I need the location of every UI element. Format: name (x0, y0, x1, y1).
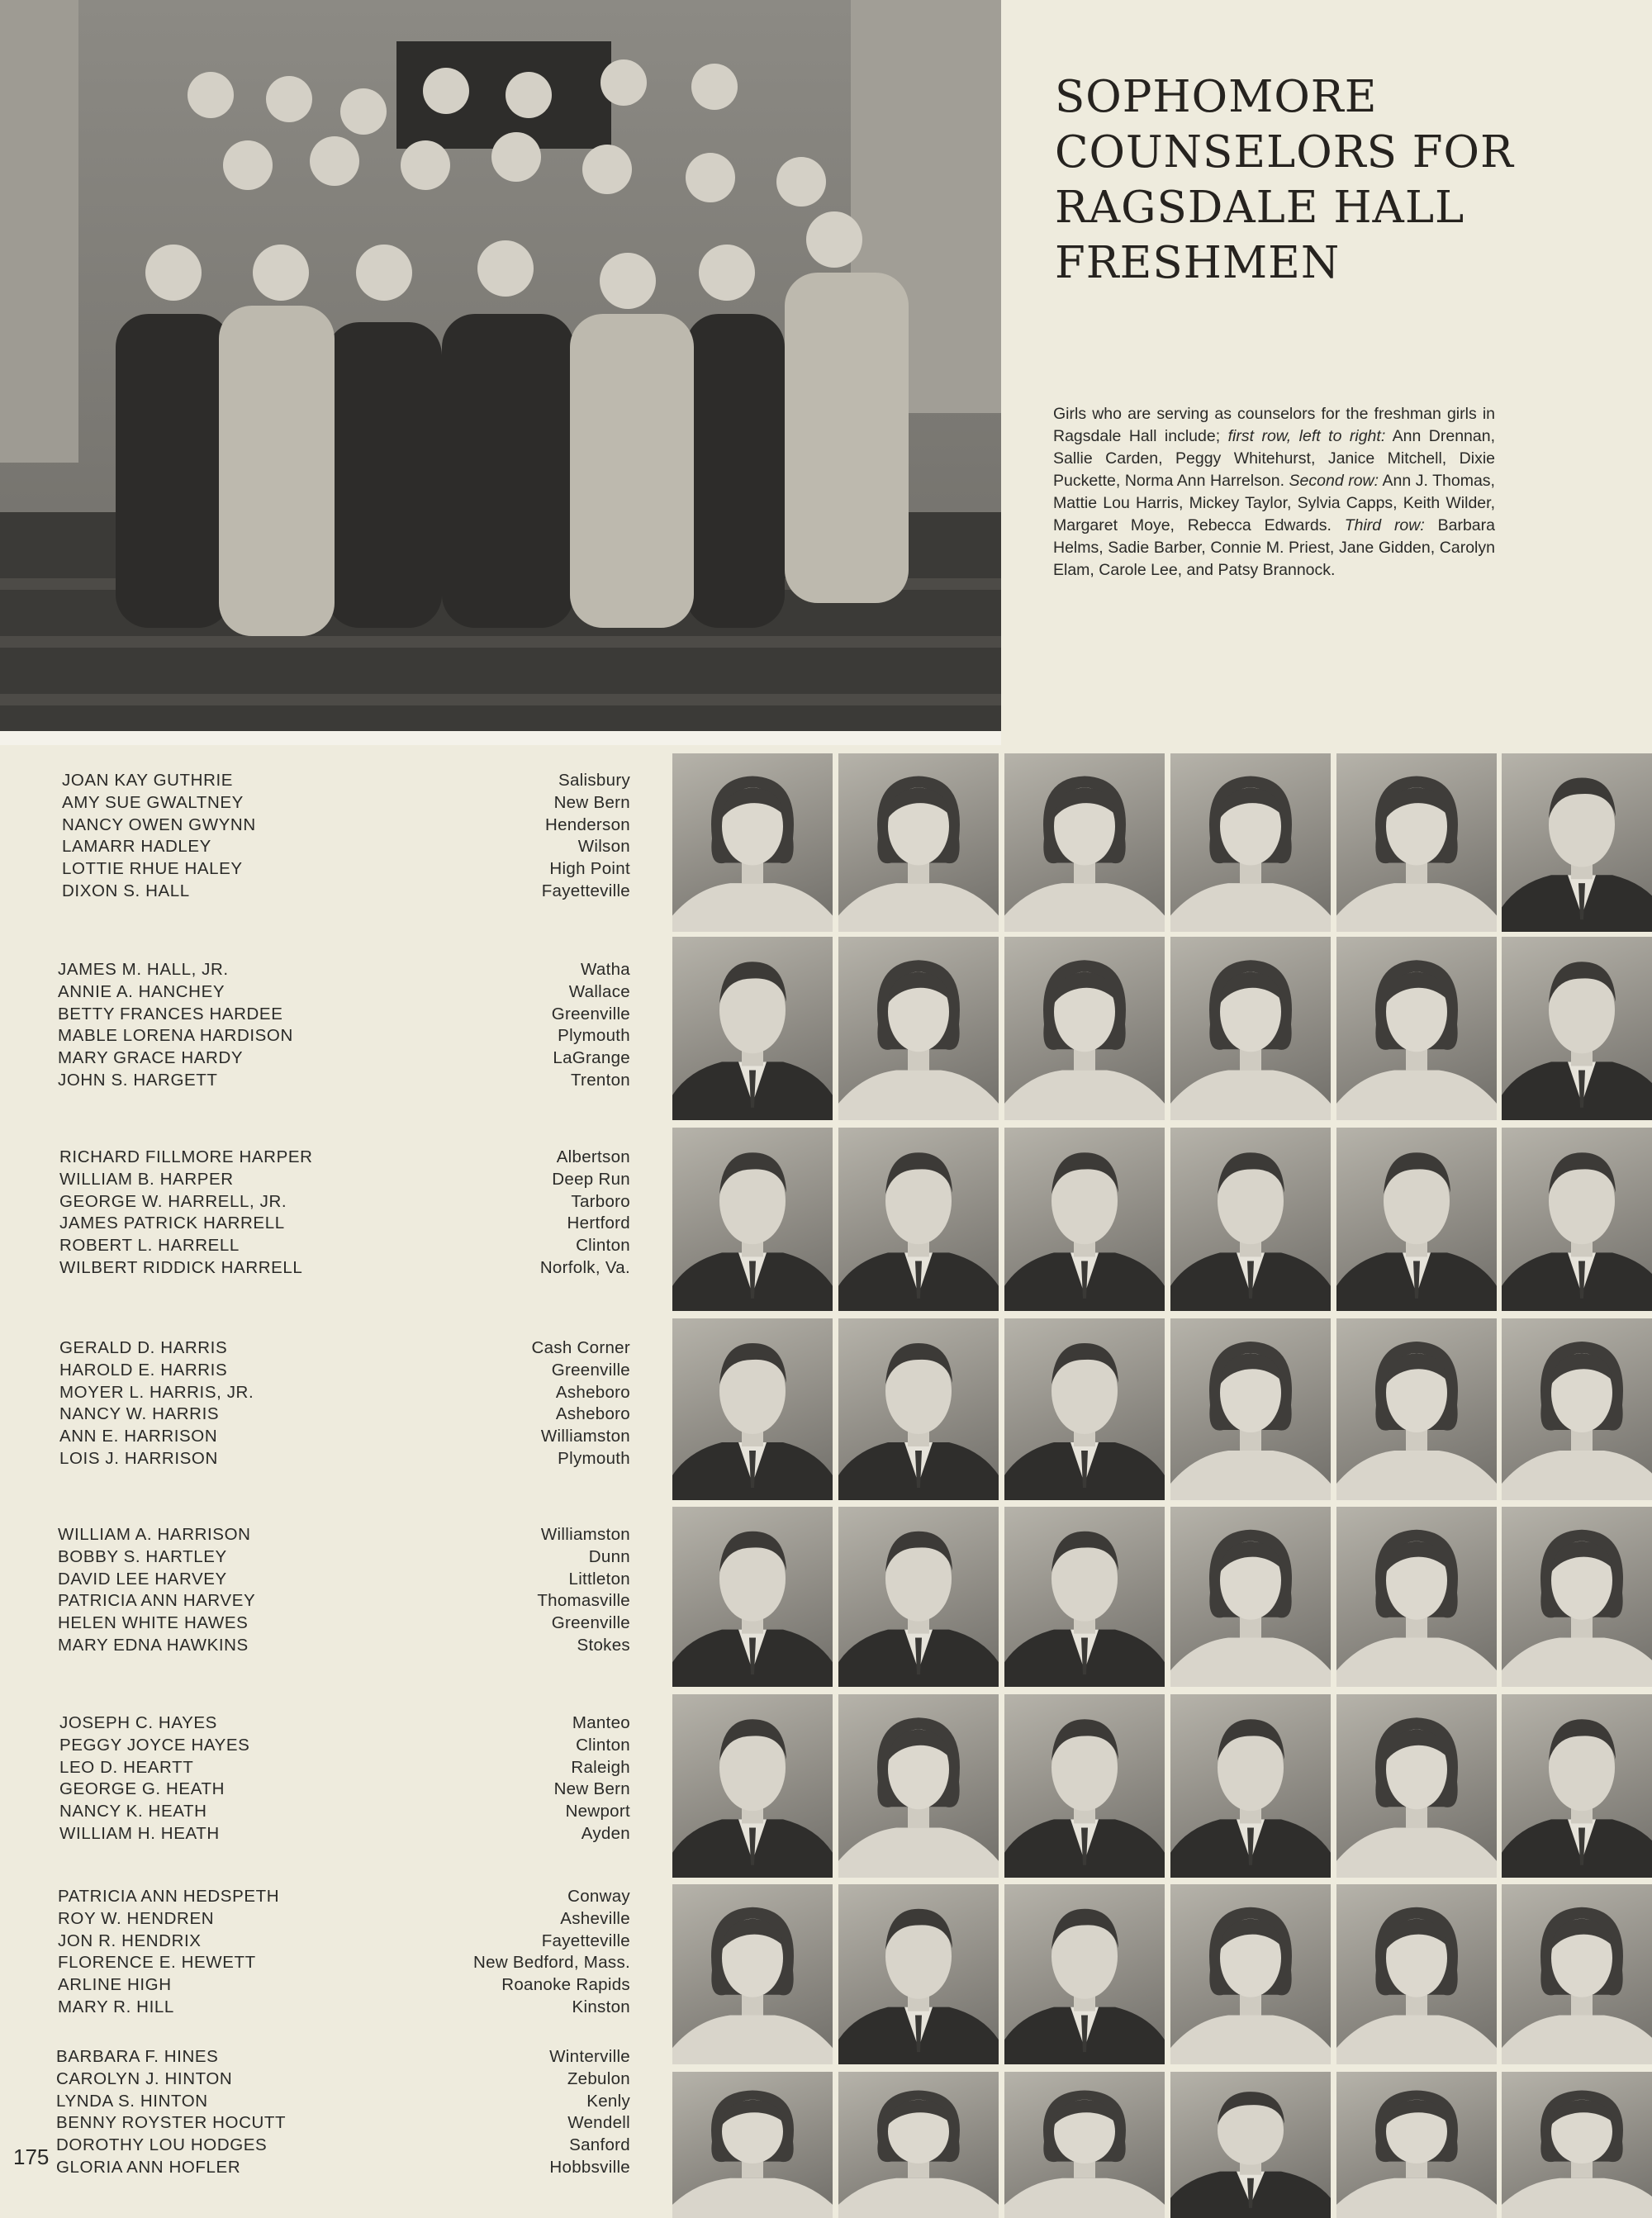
student-row (0, 771, 636, 793)
student-portrait (1336, 2072, 1497, 2218)
page-number: 175 (13, 2144, 50, 2169)
student-portrait (1336, 1884, 1497, 2064)
student-hometown: Raleigh (571, 1757, 630, 1777)
student-name: JAMES PATRICK HARRELL (59, 1213, 285, 1233)
student-portrait (1336, 1128, 1497, 1311)
student-hometown: Deep Run (552, 1169, 630, 1189)
student-row (0, 1525, 636, 1547)
student-row (0, 1258, 636, 1280)
student-row (0, 2092, 636, 2114)
portrait-grid (671, 752, 1652, 2218)
student-portrait (838, 937, 999, 1120)
student-name: PATRICIA ANN HEDSPETH (58, 1887, 280, 1906)
student-row (0, 1338, 636, 1361)
student-name: RICHARD FILLMORE HARPER (59, 1147, 313, 1166)
student-hometown: Roanoke Rapids (501, 1975, 630, 1995)
student-hometown: Asheboro (555, 1404, 630, 1424)
headline-line: FRESHMEN (1055, 238, 1341, 288)
student-name: MARY R. HILL (58, 1997, 174, 2016)
student-row (0, 2158, 636, 2180)
student-hometown: Wallace (568, 981, 630, 1001)
student-row (0, 1736, 636, 1758)
student-hometown: Plymouth (558, 1026, 630, 1046)
student-hometown: High Point (549, 859, 630, 879)
student-name: LAMARR HADLEY (62, 837, 211, 857)
student-portrait (838, 1884, 999, 2064)
student-hometown: Winterville (549, 2047, 630, 2066)
name-group (0, 1338, 636, 1471)
student-hometown: Hertford (567, 1213, 630, 1233)
student-hometown: Kinston (572, 1997, 630, 2016)
name-group (0, 960, 636, 1093)
student-name: DOROTHY LOU HODGES (56, 2135, 268, 2155)
student-portrait (1502, 1128, 1652, 1311)
photo-caption (1053, 403, 1495, 582)
student-portrait (672, 1318, 833, 1500)
student-name: NANCY OWEN GWYNN (62, 815, 256, 834)
student-portrait (672, 937, 833, 1120)
student-portrait (1336, 937, 1497, 1120)
student-name: CAROLYN J. HINTON (56, 2068, 233, 2088)
student-hometown: Salisbury (558, 771, 630, 790)
student-portrait (1004, 1507, 1165, 1687)
student-row (0, 2047, 636, 2069)
student-row (0, 881, 636, 904)
student-hometown: Littleton (568, 1569, 630, 1589)
student-hometown: Watha (581, 960, 630, 979)
student-name: ARLINE HIGH (58, 1975, 172, 1995)
student-portrait (1004, 1128, 1165, 1311)
student-hometown: Clinton (576, 1236, 630, 1256)
headline-line: COUNSELORS FOR (1055, 127, 1514, 178)
caption-row1-label: first row, left to right: (1227, 427, 1386, 445)
student-row (0, 2113, 636, 2135)
headline-line: RAGSDALE HALL (1055, 183, 1465, 233)
student-row (0, 1005, 636, 1027)
name-group (0, 1525, 636, 1658)
student-portrait (1502, 1507, 1652, 1687)
student-hometown: Asheboro (555, 1382, 630, 1402)
student-hometown: Cash Corner (531, 1338, 630, 1357)
student-hometown: Albertson (556, 1147, 630, 1166)
student-hometown: Newport (565, 1802, 630, 1821)
student-name: NANCY W. HARRIS (59, 1404, 220, 1424)
student-portrait (1502, 1694, 1652, 1878)
student-name: BETTY FRANCES HARDEE (58, 1004, 283, 1024)
student-hometown: Trenton (571, 1070, 630, 1090)
student-name: ROBERT L. HARRELL (59, 1236, 240, 1256)
student-hometown: Williamston (540, 1427, 630, 1446)
student-row (0, 1931, 636, 1954)
student-row (0, 1779, 636, 1802)
student-portrait (838, 2072, 999, 2218)
student-name: HAROLD E. HARRIS (59, 1360, 228, 1380)
caption-row3-label: Third row: (1344, 516, 1425, 534)
student-portrait (1170, 1128, 1331, 1311)
student-row (0, 1170, 636, 1192)
student-row (0, 1909, 636, 1931)
student-row (0, 1147, 636, 1170)
student-hometown: Conway (567, 1887, 630, 1906)
student-portrait (672, 1507, 833, 1687)
student-hometown: Dunn (588, 1546, 630, 1566)
student-name: NANCY K. HEATH (59, 1802, 207, 1821)
student-hometown: Ayden (581, 1823, 630, 1843)
student-row (0, 1547, 636, 1570)
student-hometown: Fayetteville (541, 1931, 630, 1950)
student-row (0, 1383, 636, 1405)
student-portrait (838, 753, 999, 932)
student-hometown: Henderson (545, 815, 630, 834)
student-name: JAMES M. HALL, JR. (58, 960, 229, 979)
student-portrait (1502, 1318, 1652, 1500)
student-hometown: Zebulon (567, 2068, 630, 2088)
student-hometown: Greenville (551, 1613, 630, 1633)
student-hometown: Williamston (540, 1525, 630, 1544)
student-row (0, 1570, 636, 1592)
student-name: WILLIAM B. HARPER (59, 1169, 234, 1189)
student-portrait (1004, 2072, 1165, 2218)
student-name: WILLIAM A. HARRISON (58, 1525, 251, 1544)
name-group (0, 1887, 636, 2020)
headline-line: SOPHOMORE (1055, 72, 1378, 122)
student-hometown: Kenly (586, 2091, 630, 2111)
student-name: ANNIE A. HANCHEY (58, 981, 225, 1001)
student-name: LEO D. HEARTT (59, 1757, 194, 1777)
student-row (0, 1887, 636, 1909)
student-name: HELEN WHITE HAWES (58, 1613, 249, 1633)
student-row (0, 1236, 636, 1258)
group-photo (0, 0, 1001, 745)
student-hometown: Manteo (572, 1713, 630, 1732)
student-hometown: LaGrange (553, 1048, 630, 1068)
student-name: LOIS J. HARRISON (59, 1448, 218, 1468)
student-hometown: Plymouth (558, 1448, 630, 1468)
headline (1055, 69, 1616, 291)
caption-row2-label: Second row: (1289, 472, 1379, 490)
student-name: JON R. HENDRIX (58, 1931, 202, 1950)
student-portrait (1004, 1884, 1165, 2064)
student-row (0, 1591, 636, 1613)
caption-intro: Girls who are serving as counselors for the freshman girls in Ragsdale Hall include; (1053, 405, 1495, 445)
student-portrait (1004, 753, 1165, 932)
student-name: GLORIA ANN HOFLER (56, 2157, 241, 2177)
student-portrait (1170, 1884, 1331, 2064)
student-portrait (1336, 1507, 1497, 1687)
student-hometown: Wendell (567, 2113, 630, 2133)
student-name: MARY GRACE HARDY (58, 1048, 244, 1068)
student-hometown: Clinton (576, 1735, 630, 1755)
caption-row1-names: Ann Drennan, Sallie Carden, Peggy Whitehurst, Janice Mitchell, Dixie Puckette, Norma Ann Harrelson. (1053, 427, 1495, 490)
student-hometown: New Bedford, Mass. (473, 1953, 630, 1973)
student-portrait (1170, 1318, 1331, 1500)
student-hometown: New Bern (553, 1779, 630, 1799)
student-name: GEORGE W. HARRELL, JR. (59, 1191, 287, 1211)
student-name: JOAN KAY GUTHRIE (62, 771, 234, 790)
student-name: PATRICIA ANN HARVEY (58, 1591, 256, 1611)
student-portrait (1170, 1507, 1331, 1687)
student-name: PEGGY JOYCE HAYES (59, 1735, 250, 1755)
student-hometown: Hobbsville (549, 2157, 630, 2177)
student-portrait (672, 1128, 833, 1311)
student-row (0, 2135, 636, 2158)
student-name: BARBARA F. HINES (56, 2047, 219, 2066)
student-name: MARY EDNA HAWKINS (58, 1635, 249, 1655)
student-row (0, 1758, 636, 1780)
student-hometown: Tarboro (571, 1191, 630, 1211)
student-hometown: Greenville (551, 1004, 630, 1024)
student-portrait (1004, 937, 1165, 1120)
student-portrait (838, 1128, 999, 1311)
student-portrait (672, 753, 833, 932)
student-portrait (1170, 753, 1331, 932)
student-row (0, 1449, 636, 1471)
student-row (0, 837, 636, 859)
student-row (0, 1192, 636, 1214)
student-portrait (1170, 937, 1331, 1120)
student-hometown: Stokes (577, 1635, 630, 1655)
student-portrait (1502, 2072, 1652, 2218)
student-hometown: Fayetteville (541, 881, 630, 900)
student-portrait (672, 2072, 833, 2218)
student-name: ANN E. HARRISON (59, 1427, 218, 1446)
name-group (0, 1147, 636, 1280)
student-row (0, 1427, 636, 1449)
student-name: AMY SUE GWALTNEY (62, 792, 244, 812)
student-row (0, 1997, 636, 2020)
student-name: MABLE LORENA HARDISON (58, 1026, 293, 1046)
student-portrait (1004, 1694, 1165, 1878)
student-row (0, 1048, 636, 1071)
student-name: ROY W. HENDREN (58, 1908, 215, 1928)
student-name: BOBBY S. HARTLEY (58, 1546, 227, 1566)
student-portrait (1502, 753, 1652, 932)
student-name: DAVID LEE HARVEY (58, 1569, 227, 1589)
student-row (0, 859, 636, 881)
name-group (0, 771, 636, 904)
student-portrait (838, 1507, 999, 1687)
student-row (0, 1361, 636, 1383)
student-name: WILLIAM H. HEATH (59, 1823, 220, 1843)
student-portrait (672, 1694, 833, 1878)
student-hometown: Norfolk, Va. (539, 1257, 630, 1277)
student-name: BENNY ROYSTER HOCUTT (56, 2113, 287, 2133)
student-hometown: Wilson (577, 837, 630, 857)
student-hometown: New Bern (553, 792, 630, 812)
caption-row2-names: Ann J. Thomas, Mattie Lou Harris, Mickey Taylor, Sylvia Capps, Keith Wilder, Margaret Moye, Rebecca Edwards. (1053, 472, 1495, 534)
student-portrait (1502, 1884, 1652, 2064)
student-name: DIXON S. HALL (62, 881, 190, 900)
student-portrait (1336, 753, 1497, 932)
student-hometown: Asheville (560, 1908, 630, 1928)
student-name: JOHN S. HARGETT (58, 1070, 218, 1090)
student-hometown: Sanford (569, 2135, 630, 2155)
student-portrait (1170, 1694, 1331, 1878)
student-row (0, 1071, 636, 1093)
student-portrait (838, 1318, 999, 1500)
student-row (0, 1953, 636, 1975)
student-hometown: Thomasville (537, 1591, 630, 1611)
student-row (0, 793, 636, 815)
student-row (0, 1636, 636, 1658)
student-name: FLORENCE E. HEWETT (58, 1953, 256, 1973)
student-row (0, 1404, 636, 1427)
student-name: GEORGE G. HEATH (59, 1779, 225, 1799)
student-row (0, 1613, 636, 1636)
student-name: MOYER L. HARRIS, JR. (59, 1382, 254, 1402)
student-row (0, 960, 636, 982)
student-name: JOSEPH C. HAYES (59, 1713, 217, 1732)
caption-row3-names: Barbara Helms, Sadie Barber, Connie M. Priest, Jane Gidden, Carolyn Elam, Carole Lee, and Patsy Brannock. (1053, 516, 1495, 579)
student-portrait (1336, 1318, 1497, 1500)
name-group (0, 1713, 636, 1846)
student-hometown: Greenville (551, 1360, 630, 1380)
student-portrait (1170, 2072, 1331, 2218)
student-row (0, 1213, 636, 1236)
student-portrait (1336, 1694, 1497, 1878)
student-row (0, 1713, 636, 1736)
student-name: LOTTIE RHUE HALEY (62, 859, 243, 879)
student-row (0, 1802, 636, 1824)
student-row (0, 982, 636, 1005)
student-row (0, 2069, 636, 2092)
student-name: GERALD D. HARRIS (59, 1338, 228, 1357)
student-row (0, 1824, 636, 1846)
student-portrait (672, 1884, 833, 2064)
student-name: LYNDA S. HINTON (56, 2091, 208, 2111)
student-portrait (838, 1694, 999, 1878)
student-row (0, 1975, 636, 1997)
name-group (0, 2047, 636, 2180)
student-row (0, 815, 636, 838)
student-name: WILBERT RIDDICK HARRELL (59, 1257, 303, 1277)
student-portrait (1004, 1318, 1165, 1500)
student-row (0, 1026, 636, 1048)
student-portrait (1502, 937, 1652, 1120)
